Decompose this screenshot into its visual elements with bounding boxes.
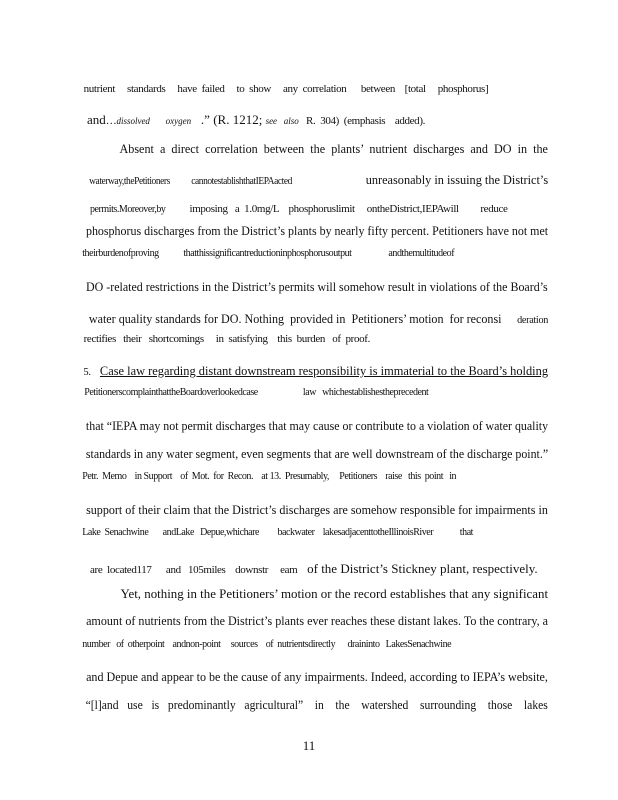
text-segment: phosphorus discharges from the District’s plants by nearly fifty percent. Petitioners have not met [85, 223, 549, 238]
text-line [74, 239, 544, 269]
page-number: 11 [302, 738, 316, 753]
text-segment: of the District’s Stickney plant, respectively. [297, 561, 538, 576]
text-segment: are located117 and 105miles downstr eam [90, 564, 298, 576]
text-segment: R. 304) (emphasis added). [298, 115, 426, 127]
text-segment: dissolved oxygen [116, 116, 192, 126]
text-segment: and Depue and appear to be the cause of any impairments. Indeed, according to IEPA’s website, [86, 669, 548, 684]
section-number: 5. [83, 366, 91, 378]
section-title: Case law regarding distant downstream responsibility is immaterial to the Board’s holding [99, 363, 549, 378]
text-segment: nutrient standards have failed to show any correlation between [total phosphorus] [83, 83, 489, 95]
text-segment: permits.Moreover,by [90, 204, 166, 215]
text-segment: “[l]and use is predominantly agricultural” in the watershed surrounding those lakes [85, 697, 548, 712]
text-segment: water quality standards for DO. Nothing provided in Petitioners’ motion for reconsi [88, 311, 502, 326]
text-segment: imposing a 1.0mg/L phosphoruslimit ontheDistrict,IEPAwill reduce [165, 203, 508, 215]
text-segment: standards in any water segment, even segments that are well downstream of the discharge point.” [85, 446, 549, 461]
text-segment: Absent a direct correlation between the plants’ nutrient discharges and DO in the [119, 141, 548, 156]
text-line [74, 630, 544, 660]
text-line [74, 685, 548, 724]
text-segment: waterway,thePetitioners cannotestablishthatIEPAacted [89, 176, 292, 187]
text-line [76, 378, 546, 408]
text-segment: deration [501, 314, 549, 326]
text-segment: Lake Senachwine andLake Depue,whichare backwater lakesadjacenttotheIllinoisRiver that [82, 527, 474, 538]
text-segment: .” (R. 1212; [191, 112, 266, 127]
text-line [74, 518, 544, 548]
text-segment: rectifies their shortcomings in satisfying this burden of proof. [83, 333, 370, 345]
text-segment: and [87, 112, 106, 127]
text-line [74, 462, 544, 492]
text-segment: Petr. Memo in Support of Mot. for Recon. at 13. Presumably, Petitioners raise this point in [82, 471, 457, 482]
text-segment: unreasonably in issuing the District’s [291, 172, 549, 187]
text-segment: number of otherpoint andnon-point sources of nutrientsdirectly draininto LakesSenachwine [82, 639, 452, 650]
text-segment: support of their claim that the District’s discharges are somehow responsible for impairments in [86, 502, 548, 517]
text-segment: DO -related restrictions in the District’s permits will somehow result in violations of the Board’s [85, 279, 548, 294]
text-segment: Yet, nothing in the Petitioners’ motion or the record establishes that any significant [120, 586, 549, 601]
text-segment: amount of nutrients from the District’s plants ever reaches these distant lakes. To the contrary, a [86, 613, 549, 628]
text-segment: that “IEPA may not permit discharges that may cause or contribute to a violation of water quality [85, 418, 549, 433]
text-segment: PetitionerscomplainthattheBoardoverlookedcase law whichestablishestheprecedent [84, 387, 429, 398]
text-segment: see also [265, 116, 299, 126]
text-segment: … [105, 115, 117, 127]
text-segment: theirburdenofproving thatthissignificantreductioninphosphorusoutput andthemultitudeof [82, 248, 455, 259]
